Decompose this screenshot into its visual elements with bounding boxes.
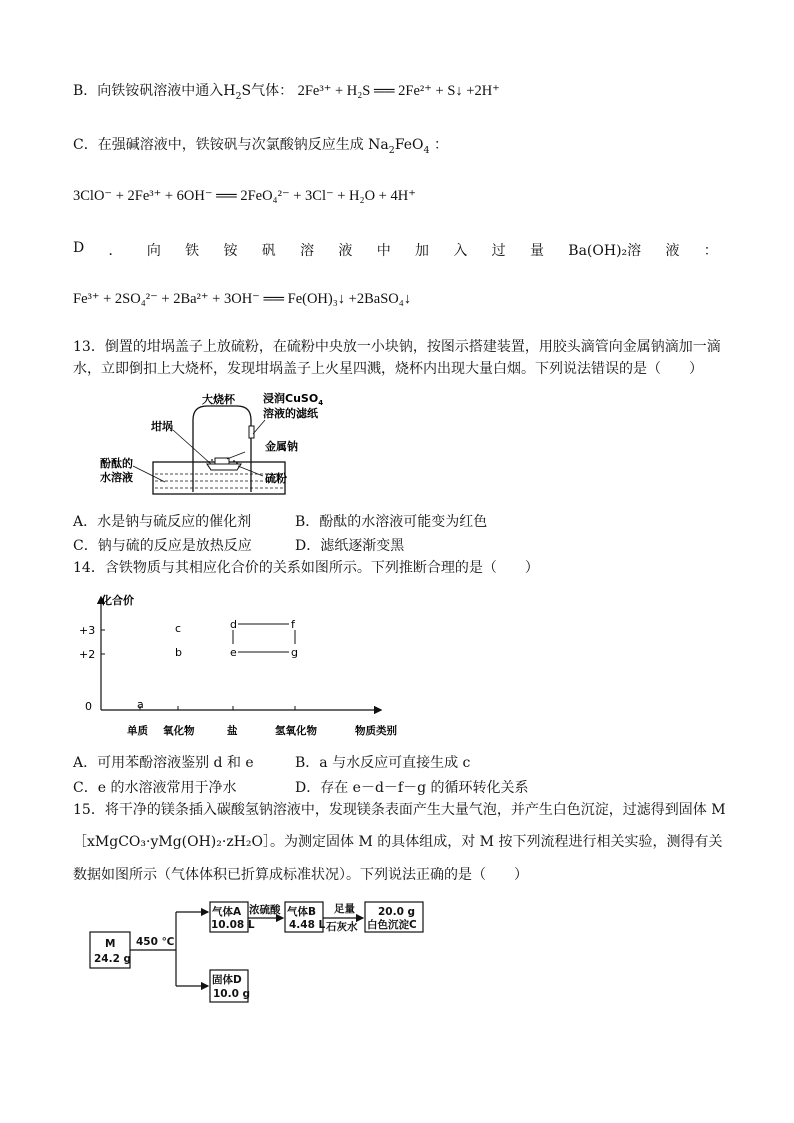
gas-a-name: 气体A — [212, 906, 242, 918]
acid-label: 浓硫酸 — [249, 904, 281, 916]
option-c-equation: 3ClO⁻ + 2Fe³⁺ + 6OH⁻ ══ 2FeO₄²⁻ + 3Cl⁻ + H₂O + 4H⁺ — [73, 188, 416, 204]
q15-flow-diagram — [88, 898, 448, 1018]
q14-option-a[interactable]: A．可用苯酚溶液鉴别 d 和 e — [73, 755, 254, 771]
gas-a-volume: 10.08 L — [211, 919, 255, 931]
option-c-label-tail: FeO — [394, 137, 424, 153]
option-d-char: 矾 — [261, 243, 276, 259]
option-d-char: 入 — [453, 243, 468, 259]
option-c-label: C．在强碱溶液中，铁铵矾与次氯酸钠反应生成 Na — [73, 137, 389, 153]
ytick-plus2: +2 — [79, 648, 96, 661]
point-a: a — [137, 698, 144, 711]
xcat-element: 单质 — [127, 725, 148, 737]
label-beaker: 大烧杯 — [202, 393, 235, 406]
xcat-salt: 盐 — [227, 725, 238, 737]
q13-text-line1: 13．倒置的坩埚盖子上放硫粉，在硫粉中央放一小块钠，按图示搭建装置，用胶头滴管向金属钠滴加一滴 — [73, 339, 721, 355]
point-c: c — [175, 622, 182, 635]
q13-text-line2: 水，立即倒扣上大烧杯，发现坩埚盖子上火星四溅，烧杯内出现大量白烟。下列说法错误的是（ ） — [73, 361, 703, 377]
label-sodium: 金属钠 — [265, 440, 298, 453]
option-b-label: B．向铁铵矾溶液中通入H — [73, 83, 236, 99]
point-e: e — [230, 646, 237, 659]
solid-d-name: 固体D — [212, 974, 242, 986]
option-d-char: 铵 — [223, 243, 238, 259]
q13-option-b[interactable]: B．酚酞的水溶液可能变为红色 — [295, 514, 488, 530]
gas-b-name: 气体B — [287, 906, 317, 918]
option-c-line: C．在强碱溶液中，铁铵矾与次氯酸钠反应生成 $Na_2FeO_4$ ： — [73, 137, 449, 156]
option-d-char: 中 — [376, 243, 391, 259]
m-name: M — [105, 938, 116, 950]
point-b: b — [175, 646, 182, 659]
sodium-piece — [215, 458, 229, 464]
point-g: g — [291, 646, 298, 659]
y-axis-label: 化合价 — [101, 594, 134, 607]
option-d-char: ： — [703, 243, 718, 259]
option-d-char: D — [73, 240, 85, 256]
label-crucible: 坩埚 — [151, 420, 173, 433]
solid-d-mass: 10.0 g — [213, 988, 251, 1000]
e-d-f-g-cycle — [233, 624, 295, 652]
option-d-char: 向 — [146, 243, 161, 259]
option-d-line — [73, 240, 718, 260]
option-d-char: 铁 — [185, 243, 200, 259]
limewater-top: 足量 — [334, 903, 355, 915]
q14-option-d[interactable]: D．存在 e－d－f－g 的循环转化关系 — [295, 780, 529, 796]
gas-b-volume: 4.48 L — [289, 919, 326, 931]
filter-paper — [249, 426, 254, 438]
label-phenol-2: 水溶液 — [100, 471, 133, 484]
ytick-zero: 0 — [85, 700, 92, 713]
phenolphthalein-solution — [155, 474, 283, 488]
option-d-char: 量 — [529, 243, 544, 259]
q14-option-c[interactable]: C．e 的水溶液常用于净水 — [73, 780, 237, 796]
option-d-char: 液 — [338, 243, 353, 259]
q13-apparatus-diagram — [95, 392, 335, 502]
xcat-oxide: 氧化物 — [163, 725, 195, 737]
option-d-char: ． — [108, 243, 123, 259]
precipitate-name: 白色沉淀C — [367, 919, 417, 931]
precipitate-mass: 20.0 g — [378, 906, 416, 918]
q15-text-line3: 数据如图所示（气体体积已折算成标准状况）。下列说法正确的是（ ） — [73, 867, 528, 883]
label-sulfur: 硫粉 — [265, 472, 287, 485]
temperature-label: 450 ℃ — [136, 936, 175, 948]
q14-option-b[interactable]: B．a 与水反应可直接生成 c — [295, 755, 471, 771]
point-d: d — [230, 618, 237, 631]
option-b-label-tail: S气体： — [241, 83, 294, 99]
q13-option-c[interactable]: C．钠与硫的反应是放热反应 — [73, 538, 252, 554]
option-d-char: 过 — [491, 243, 506, 259]
option-d-char: Ba(OH)₂溶 — [568, 243, 642, 259]
ytick-plus3: +3 — [79, 624, 96, 637]
q13-option-d[interactable]: D．滤纸逐渐变黑 — [295, 538, 405, 554]
m-mass: 24.2 g — [94, 953, 132, 965]
option-b-line: B．向铁铵矾溶液中通入$H_2S$气体： 2Fe³⁺ + H₂S ══ 2Fe²⁺ + S↓ +2H⁺ — [73, 83, 500, 102]
option-d-char: 加 — [415, 243, 430, 259]
label-filter-paper-2: 溶液的滤纸 — [263, 407, 318, 420]
q15-text-line1: 15．将干净的镁条插入碳酸氢钠溶液中，发现镁条表面产生大量气泡，并产生白色沉淀，过滤得到固体 M — [73, 802, 726, 818]
large-beaker — [193, 406, 251, 492]
crucible-lid — [207, 464, 241, 470]
q15-text-line2: ［xMgCO₃·yMg(OH)₂·zH₂O］。为测定固体 M 的具体组成，对 M 按下列流程进行相关实验，测得有关 — [73, 834, 723, 850]
q14-text: 14．含铁物质与其相应化合价的关系如图所示。下列推断合理的是（ ） — [73, 560, 539, 576]
point-f: f — [291, 618, 295, 631]
option-d-char: 液 — [665, 243, 680, 259]
option-b-equation: 2Fe³⁺ + H₂S ══ 2Fe²⁺ + S↓ +2H⁺ — [297, 83, 500, 99]
label-phenol-1: 酚酞的 — [100, 457, 133, 470]
q13-option-a[interactable]: A．水是钠与硫反应的催化剂 — [73, 514, 252, 530]
limewater-bottom: 石灰水 — [326, 921, 358, 933]
option-d-char: 溶 — [300, 243, 315, 259]
option-d-equation: Fe³⁺ + 2SO₄²⁻ + 2Ba²⁺ + 3OH⁻ ══ Fe(OH)₃↓ +2BaSO₄↓ — [73, 291, 412, 307]
xcat-hydroxide: 氢氧化物 — [275, 725, 317, 737]
q14-valence-chart — [75, 590, 415, 740]
label-filter-paper-1: 浸润CuSO$_4$ — [263, 392, 324, 407]
x-axis-label: 物质类别 — [355, 725, 397, 737]
